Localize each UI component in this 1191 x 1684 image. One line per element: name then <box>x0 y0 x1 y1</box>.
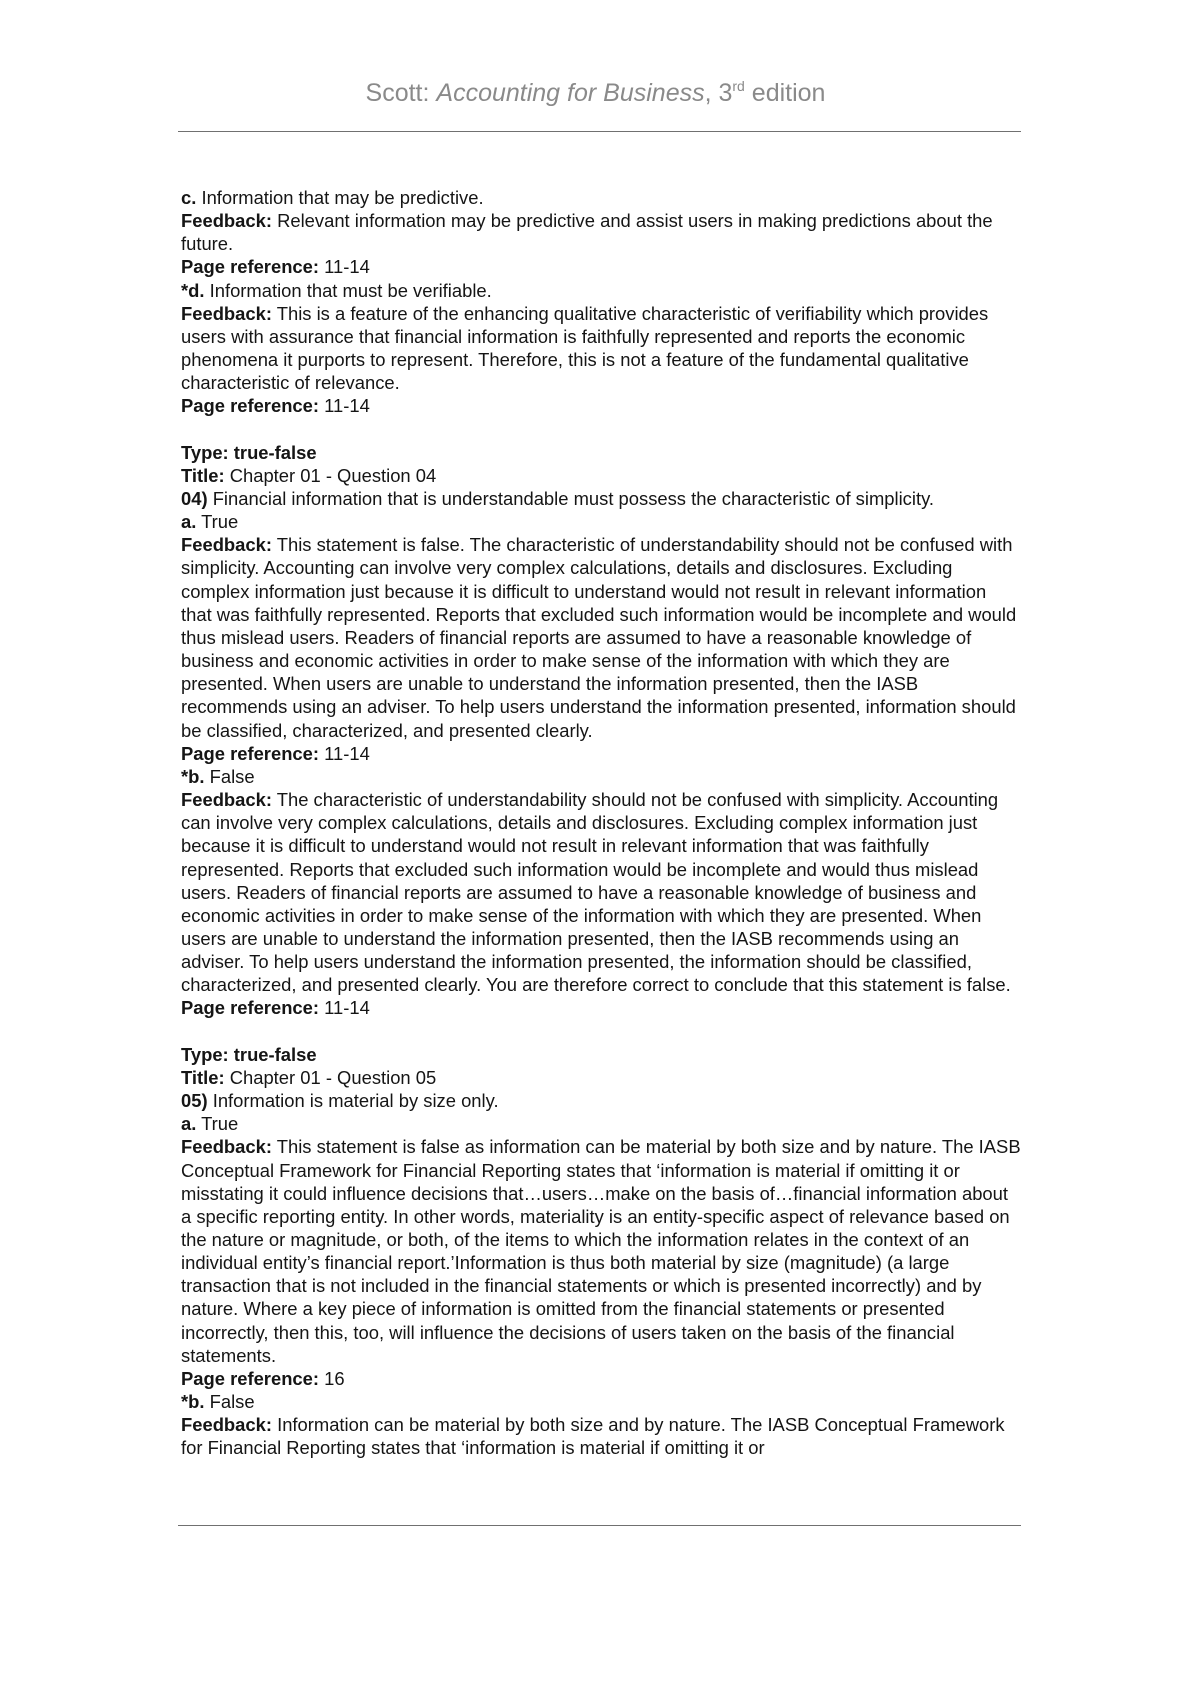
paragraph-label: Feedback: <box>181 1414 272 1436</box>
header-edition-sep: , 3 <box>704 79 733 107</box>
text-paragraph <box>181 209 1021 255</box>
paragraph-text: This statement is false. The characteristic of understandability should not be confused with simplicity. Accounting can involve very complex calculations, details and disclosures. Excluding complex information just because it is difficult to understand would not result in relevant information that was faithfully represented. Reports that excluded such information would be incomplete and would thus mislead users. Readers of financial reports are assumed to have a reasonable knowledge of business and economic activities in order to make sense of the information with which they are presented. When users are unable to understand the information presented, then the IASB recommends using an adviser. To help users understand the information presented, information should be classified, characterized, and presented clearly. <box>181 534 1017 741</box>
text-paragraph <box>181 1112 1021 1135</box>
header-edition-suffix: edition <box>744 79 826 107</box>
text-paragraph <box>181 788 1021 996</box>
text-paragraph <box>181 302 1021 395</box>
paragraph-label: Feedback: <box>181 789 272 811</box>
paragraph-label: *b. <box>181 765 205 787</box>
text-paragraph <box>181 1066 1021 1089</box>
paragraph-text: This statement is false as information can be material by both size and by nature. The IASB Conceptual Framework for Financial Reporting states that ‘information is material if omitting it or misstating it could influence decisions that…users…make on the basis of…financial information about a specific reporting entity. In other words, materiality is an entity-specific aspect of relevance based on the nature or magnitude, or both, of the items to which the information relates in the context of an individual entity’s financial report.’Information is thus both material by size (magnitude) (a large transaction that is not included in the financial statements or which is presented incorrectly) and by nature. Where a key piece of information is omitted from the financial statements or presented incorrectly, then this, too, will influence the decisions of users taken on the basis of the financial statements. <box>181 1136 1021 1366</box>
paragraph-label: Feedback: <box>181 534 272 556</box>
paragraph-label: 04) <box>181 488 208 510</box>
paragraph-text: Information that may be predictive. <box>196 187 484 208</box>
paragraph-text: Financial information that is understandable must possess the characteristic of simplicity. <box>207 488 935 510</box>
text-paragraph <box>181 510 1021 533</box>
paragraph-label: Page reference: <box>181 742 320 764</box>
paragraph-label: Title: <box>181 464 225 486</box>
text-paragraph <box>181 533 1021 741</box>
section-gap <box>181 418 1021 441</box>
text-paragraph <box>181 487 1021 510</box>
paragraph-text: 11-14 <box>319 997 370 1019</box>
paragraph-label: Type: true-false <box>181 1043 317 1065</box>
paragraph-label: Page reference: <box>181 1367 320 1389</box>
paragraph-text: This is a feature of the enhancing qualitative characteristic of verifiability which provides users with assurance that financial information is faithfully represented and reports the economic phenomena it purports to represent. Therefore, this is not a feature of the fundamental qualitative characteristic of relevance. <box>181 302 989 394</box>
paragraph-text: 11-14 <box>319 256 370 278</box>
text-paragraph <box>181 255 1021 278</box>
paragraph-label: Feedback: <box>181 1136 272 1158</box>
paragraph-label: Page reference: <box>181 395 320 417</box>
paragraph-text: Information is material by size only. <box>207 1090 499 1112</box>
header-author: Scott: <box>365 79 437 107</box>
text-paragraph <box>181 1390 1021 1413</box>
text-paragraph <box>181 1043 1021 1066</box>
paragraph-label: Feedback: <box>181 210 272 232</box>
paragraph-text: Chapter 01 - Question 05 <box>224 1066 437 1088</box>
text-paragraph <box>181 1089 1021 1112</box>
paragraph-text: False <box>204 1391 255 1413</box>
paragraph-text: Information that must be verifiable. <box>204 279 492 301</box>
text-paragraph <box>181 1367 1021 1390</box>
section-gap <box>181 1020 1021 1043</box>
paragraph-text: Information can be material by both size and by nature. The IASB Conceptual Framework for Financial Reporting states that ‘information is material if omitting it or <box>181 1414 1005 1459</box>
paragraph-text: True <box>196 1113 239 1135</box>
paragraph-text: False <box>204 765 255 787</box>
paragraph-text: 16 <box>319 1367 345 1389</box>
paragraph-label: *b. <box>181 1391 205 1413</box>
text-paragraph <box>181 464 1021 487</box>
paragraph-label: a. <box>181 511 197 533</box>
paragraph-text: 11-14 <box>319 395 370 417</box>
text-paragraph <box>181 186 1021 209</box>
paragraph-label: Page reference: <box>181 256 320 278</box>
header-edition-sup: rd <box>732 78 745 94</box>
paragraph-label: Page reference: <box>181 997 320 1019</box>
paragraph-label: Title: <box>181 1066 225 1088</box>
text-paragraph <box>181 742 1021 765</box>
paragraph-text: The characteristic of understandability should not be confused with simplicity. Accounting can involve very complex calculations, details and disclosures. Excluding complex information just because it is difficult to understand would not result in relevant information that was faithfully represented. Reports that excluded such information would be incomplete and would thus mislead users. Readers of financial reports are assumed to have a reasonable knowledge of business and economic activities in order to make sense of the information with which they are presented. When users are unable to understand the information presented, then the IASB recommends using an adviser. To help users understand the information presented, the information should be classified, characterized, and presented clearly. You are therefore correct to conclude that this statement is false. <box>181 789 1011 996</box>
footer-divider <box>178 1525 1021 1526</box>
paragraph-label: 05) <box>181 1090 208 1112</box>
page-header <box>0 70 1191 109</box>
paragraph-text: 11-14 <box>319 742 370 764</box>
paragraph-label: *d. <box>181 279 205 301</box>
text-paragraph <box>181 441 1021 464</box>
text-paragraph <box>181 996 1021 1019</box>
header-book-title: Accounting for Business <box>436 79 705 107</box>
page-body <box>181 186 1021 1460</box>
text-paragraph <box>181 765 1021 788</box>
paragraph-text: Chapter 01 - Question 04 <box>224 464 437 486</box>
text-paragraph <box>181 1135 1021 1367</box>
header-divider <box>178 131 1021 132</box>
text-paragraph <box>181 1413 1021 1459</box>
paragraph-label: c. <box>181 187 197 208</box>
text-paragraph <box>181 394 1021 417</box>
paragraph-text: Relevant information may be predictive and assist users in making predictions about the future. <box>181 210 993 255</box>
paragraph-label: Type: true-false <box>181 441 317 463</box>
paragraph-label: Feedback: <box>181 302 272 324</box>
paragraph-label: a. <box>181 1113 197 1135</box>
text-paragraph <box>181 279 1021 302</box>
paragraph-text: True <box>196 511 239 533</box>
